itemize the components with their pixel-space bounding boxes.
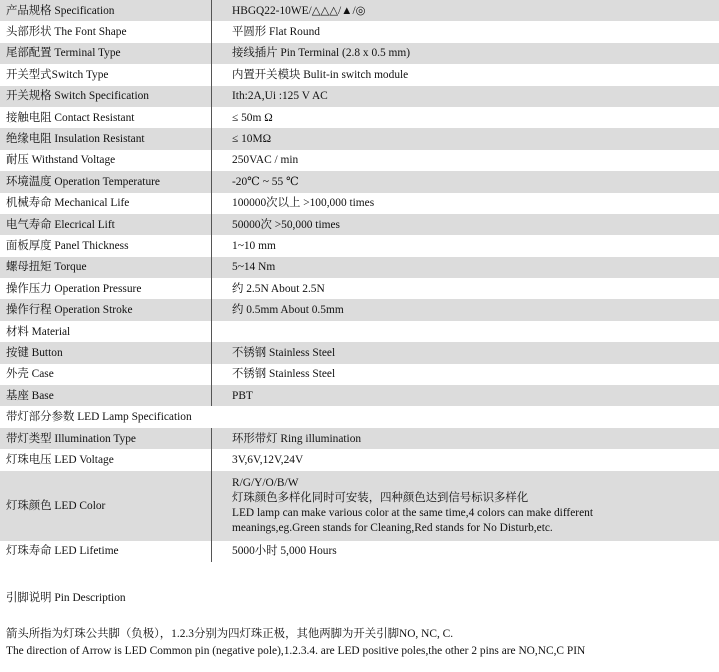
led-lifetime-row (0, 541, 719, 562)
spec-value (212, 321, 719, 342)
spec-label: 螺母扭矩 Torque (0, 257, 212, 278)
table-row (0, 321, 719, 342)
spec-label: 材料 Material (6, 325, 71, 338)
led-color-row (0, 471, 719, 541)
table-row (0, 235, 719, 256)
spec-value: 不锈钢 Stainless Steel (212, 364, 719, 385)
spec-label: 尾部配置 Terminal Type (0, 43, 212, 64)
spec-value: PBT (212, 385, 719, 406)
led-color-line: R/G/Y/O/B/W (232, 476, 299, 489)
table-row (0, 0, 719, 21)
spec-label: 产品规格 Specification (0, 0, 212, 21)
led-color-value (212, 471, 719, 541)
spec-label: 耐压 Withstand Voltage (6, 154, 116, 167)
led-color-line: meanings,eg.Green stands for Cleaning,Red stands for No Disturb,etc. (232, 521, 553, 534)
spec-value: 100000次以上 >100,000 times (212, 193, 719, 214)
spec-value: ≤ 50m Ω (212, 107, 719, 128)
spec-value: 接线插片 Pin Terminal (2.8 x 0.5 mm) (212, 43, 719, 64)
spec-label: 开关规格 Switch Specification (0, 86, 212, 107)
spec-label: 带灯类型 Illumination Type (0, 428, 212, 449)
table-row (0, 214, 719, 235)
spec-label: 开关型式Switch Type (6, 68, 109, 81)
spec-value: Ith:2A,Ui :125 V AC (212, 86, 719, 107)
pin-description-chinese: 箭头所指为灯珠公共脚（负极），1.2.3分别为四灯珠正极，其他两脚为开关引脚NO, NC, C. (6, 628, 454, 640)
spec-label: 操作行程 Operation Stroke (0, 299, 212, 320)
table-row (0, 64, 719, 85)
table-row (0, 385, 719, 406)
table-row (0, 428, 719, 449)
spec-label: 外壳 Case (6, 368, 54, 381)
spec-label: 灯珠电压 LED Voltage (6, 453, 114, 466)
spec-value: HBGQ22-10WE/△△△/▲/◎ (212, 0, 719, 21)
table-row (0, 278, 719, 299)
table-row (0, 21, 719, 42)
spec-value: 250VAC / min (212, 150, 719, 171)
spec-value: 1~10 mm (212, 235, 719, 256)
spec-label: 电气寿命 Elecrical Lift (0, 214, 212, 235)
spec-value: 约 2.5N About 2.5N (212, 278, 719, 299)
led-section-title: 带灯部分参数 LED Lamp Specification (0, 406, 719, 427)
pin-description-title: 引脚说明 Pin Description (6, 592, 126, 604)
spec-label: 按键 Button (0, 342, 212, 363)
table-row (0, 43, 719, 64)
led-color-line: LED lamp can make various color at the same time,4 colors can make different (232, 506, 593, 519)
spec-value: 50000次 >50,000 times (212, 214, 719, 235)
table-row (0, 193, 719, 214)
table-row (0, 299, 719, 320)
pin-description-english: The direction of Arrow is LED Common pin (negative pole),1.2.3.4. are LED positive poles,the other 2 pins are NO,NC,C PIN (6, 645, 586, 657)
spec-label: 绝缘电阻 Insulation Resistant (0, 128, 212, 149)
spec-value: 3V,6V,12V,24V (212, 449, 719, 470)
spec-label: 灯珠寿命 LED Lifetime (6, 545, 119, 558)
spec-label: 面板厚度 Panel Thickness (6, 239, 129, 252)
spec-label: 接触电阻 Contact Resistant (6, 111, 135, 124)
table-row (0, 86, 719, 107)
spec-value: -20℃ ~ 55 ℃ (212, 171, 719, 192)
spec-value: 5~14 Nm (212, 257, 719, 278)
spec-value: ≤ 10MΩ (212, 128, 719, 149)
spec-label: 灯珠颜色 LED Color (0, 471, 212, 541)
table-row (0, 257, 719, 278)
table-row (0, 171, 719, 192)
table-row (0, 128, 719, 149)
spec-value: 不锈钢 Stainless Steel (212, 342, 719, 363)
table-row (0, 150, 719, 171)
spec-label: 机械寿命 Mechanical Life (6, 197, 130, 210)
table-row (0, 364, 719, 385)
spec-label: 头部形状 The Font Shape (6, 26, 127, 39)
led-color-line: 灯珠颜色多样化同时可安装，四种颜色达到信号标识多样化 (232, 491, 529, 504)
spec-value: 约 0.5mm About 0.5mm (212, 299, 719, 320)
spec-label: 环境温度 Operation Temperature (0, 171, 212, 192)
spec-value: 内置开关模块 Bulit-in switch module (212, 64, 719, 85)
spec-value: 平圆形 Flat Round (212, 21, 719, 42)
spec-value: 5000小时 5,000 Hours (212, 541, 719, 562)
led-section-title-row (0, 406, 719, 427)
spec-value: 环形带灯 Ring illumination (212, 428, 719, 449)
table-row (0, 342, 719, 363)
table-row (0, 107, 719, 128)
spec-label: 基座 Base (0, 385, 212, 406)
spec-label: 操作压力 Operation Pressure (6, 282, 142, 295)
table-row (0, 449, 719, 470)
